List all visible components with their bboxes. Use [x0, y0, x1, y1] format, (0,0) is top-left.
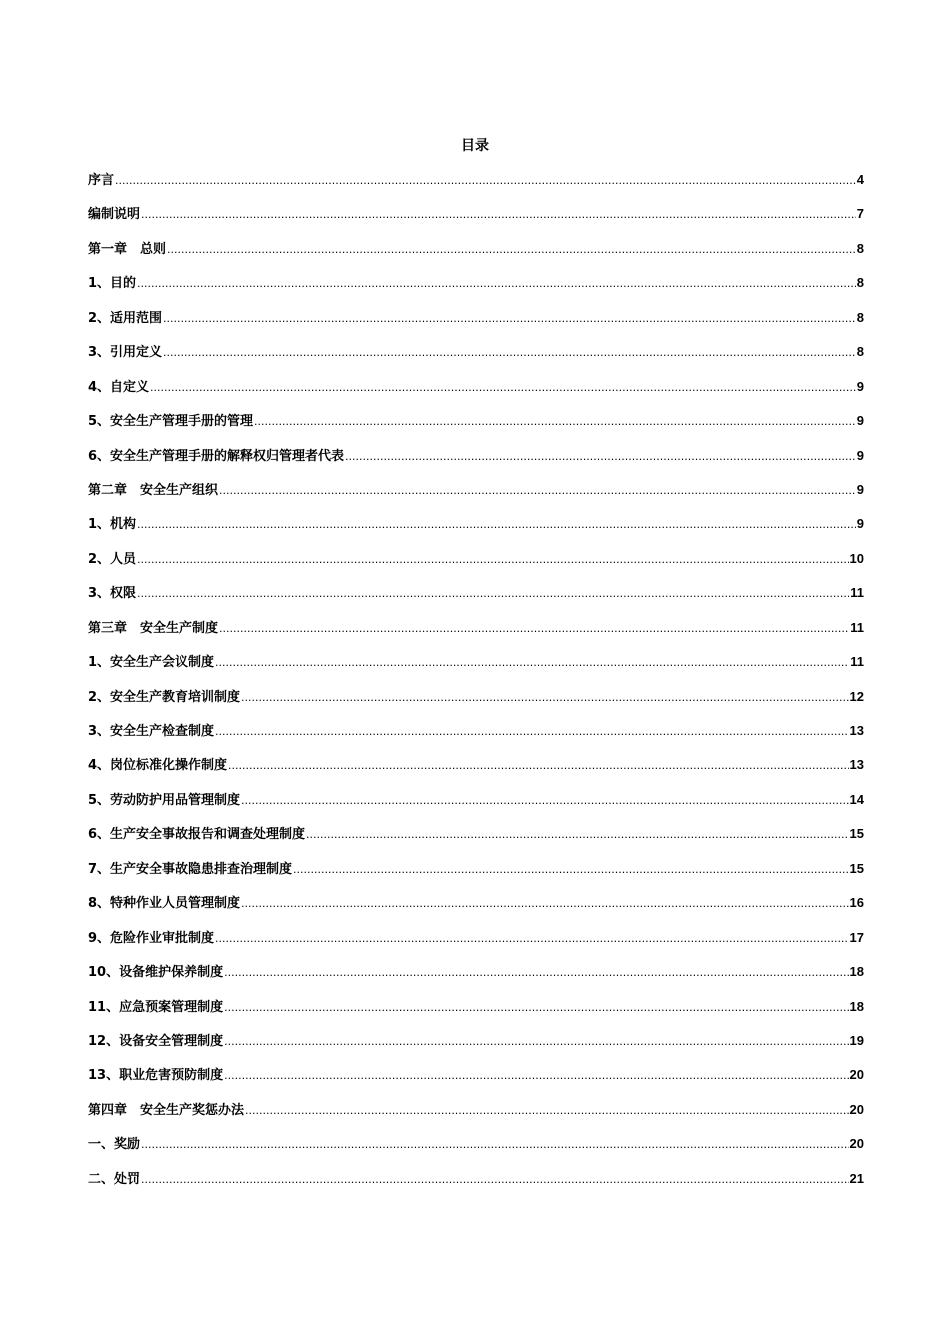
toc-dot-leader [219, 619, 849, 639]
toc-page-number: 11 [850, 654, 864, 670]
toc-entry-text: 第三章 安全生产制度 [88, 620, 219, 636]
toc-entry[interactable] [88, 928, 864, 962]
toc-entry-text: 3、权限 [88, 586, 137, 602]
toc-page-number: 8 [856, 344, 864, 360]
toc-dot-leader [115, 171, 856, 191]
toc-dot-leader [224, 963, 848, 983]
toc-page-number: 12 [849, 688, 864, 704]
toc-entry[interactable] [88, 549, 864, 583]
toc-page-number: 18 [849, 964, 864, 980]
toc-entry-text: 11、应急预案管理制度 [88, 999, 224, 1015]
toc-entry-text: 2、安全生产教育培训制度 [88, 689, 241, 705]
toc-entry[interactable] [88, 308, 864, 342]
toc-entry-text: 一、奖励 [88, 1137, 141, 1153]
toc-title: 目录 [461, 138, 489, 154]
toc-entry[interactable] [88, 755, 864, 789]
toc-entry-text: 7、生产安全事故隐患排查治理制度 [88, 861, 293, 877]
toc-entry[interactable] [88, 1100, 864, 1134]
toc-entry-text: 3、安全生产检查制度 [88, 724, 215, 739]
toc-page-number: 13 [849, 723, 864, 738]
toc-entry-text: 二、处罚 [88, 1171, 141, 1187]
toc-entry[interactable] [88, 618, 864, 652]
toc-dot-leader [167, 240, 856, 260]
toc-entry[interactable] [88, 446, 864, 480]
toc-page-number: 15 [849, 826, 864, 842]
toc-entry[interactable] [88, 239, 864, 273]
toc-page-number: 20 [849, 1136, 864, 1152]
toc-dot-leader [215, 653, 849, 673]
toc-entry-text: 12、设备安全管理制度 [88, 1033, 224, 1049]
toc-page-number: 8 [856, 309, 864, 325]
toc-entry-text: 第四章 安全生产奖惩办法 [88, 1102, 245, 1118]
toc-entry-text: 10、设备维护保养制度 [88, 965, 224, 981]
toc-page-number: 9 [856, 378, 864, 394]
toc-page-number: 7 [856, 206, 864, 222]
toc-dot-leader [141, 205, 856, 225]
toc-page-number: 17 [849, 929, 864, 945]
toc-page-number: 11 [850, 585, 864, 601]
toc-page-number: 9 [856, 481, 864, 497]
toc-entry-text: 1、目的 [88, 276, 137, 292]
toc-entry[interactable] [88, 583, 864, 617]
toc-page-number: 9 [856, 516, 864, 532]
toc-dot-leader [241, 894, 848, 914]
toc-entry[interactable] [88, 1065, 864, 1099]
toc-dot-leader [141, 1170, 849, 1190]
toc-dot-leader [245, 1101, 849, 1121]
toc-dot-leader [241, 688, 848, 708]
toc-dot-leader [219, 481, 856, 501]
toc-entry-text: 2、人员 [88, 551, 137, 567]
toc-entry[interactable] [88, 480, 864, 514]
toc-entry-text: 编制说明 [88, 207, 141, 223]
toc-entry-text: 4、自定义 [88, 379, 150, 395]
toc-page-number: 14 [849, 791, 864, 807]
toc-entry[interactable] [88, 790, 864, 824]
toc-entry-text: 6、生产安全事故报告和调查处理制度 [88, 827, 306, 843]
toc-dot-leader [137, 515, 856, 535]
toc-page-number: 15 [849, 860, 864, 876]
toc-entry[interactable] [88, 687, 864, 721]
toc-entry-text: 13、职业危害预防制度 [88, 1068, 224, 1084]
toc-dot-leader [224, 1066, 848, 1086]
toc-entry-text: 5、劳动防护用品管理制度 [88, 792, 241, 808]
toc-entry[interactable] [88, 997, 864, 1031]
toc-dot-leader [228, 756, 848, 776]
toc-entry[interactable] [88, 411, 864, 445]
toc-entry-text: 第一章 总则 [88, 241, 167, 257]
toc-entry[interactable] [88, 1169, 864, 1203]
toc-entry-text: 1、安全生产会议制度 [88, 655, 215, 671]
toc-entry[interactable] [88, 1134, 864, 1168]
toc-dot-leader [215, 722, 848, 742]
toc-entry[interactable] [88, 893, 864, 927]
toc-dot-leader [345, 447, 856, 467]
toc-entry[interactable] [88, 342, 864, 376]
toc-entry[interactable] [88, 204, 864, 238]
toc-entry-text: 3、引用定义 [88, 345, 163, 361]
toc-page-number: 18 [849, 998, 864, 1014]
toc-entry-text: 1、机构 [88, 517, 137, 533]
toc-dot-leader [215, 929, 848, 949]
toc-dot-leader [141, 1135, 849, 1155]
toc-page-number: 9 [856, 413, 864, 429]
toc-page-number: 8 [856, 275, 864, 291]
toc-entry-text: 6、安全生产管理手册的解释权归管理者代表 [88, 448, 345, 464]
toc-dot-leader [224, 998, 848, 1018]
toc-dot-leader [224, 1032, 848, 1052]
toc-entry[interactable] [88, 824, 864, 858]
toc-page-number: 9 [856, 447, 864, 463]
toc-dot-leader [306, 825, 848, 845]
toc-entry-text: 9、危险作业审批制度 [88, 930, 215, 946]
toc-page-number: 10 [849, 550, 864, 566]
toc-dot-leader [163, 309, 856, 329]
toc-entry-text: 4、岗位标准化操作制度 [88, 758, 228, 774]
toc-entry-text: 序言 [88, 173, 115, 188]
toc-dot-leader [150, 378, 856, 398]
toc-entry[interactable] [88, 1031, 864, 1065]
toc-entry[interactable] [88, 859, 864, 893]
toc-entry[interactable] [88, 514, 864, 548]
toc-dot-leader [137, 550, 848, 570]
toc-page-number: 19 [849, 1032, 864, 1048]
toc-entry-text: 第二章 安全生产组织 [88, 482, 219, 498]
toc-entry[interactable] [88, 273, 864, 307]
toc-dot-leader [137, 274, 856, 294]
toc-page-number: 20 [849, 1067, 864, 1083]
toc-page-number: 21 [849, 1170, 864, 1186]
toc-dot-leader [241, 791, 848, 811]
toc-dot-leader [254, 412, 856, 432]
toc-entry-text: 5、安全生产管理手册的管理 [88, 414, 254, 430]
toc-page-number: 8 [856, 240, 864, 256]
toc-dot-leader [163, 343, 856, 363]
toc-dot-leader [137, 584, 849, 604]
toc-entry-text: 8、特种作业人员管理制度 [88, 896, 241, 912]
toc-entry[interactable] [88, 721, 864, 755]
toc-entry-text: 2、适用范围 [88, 310, 163, 326]
toc-dot-leader [293, 860, 848, 880]
toc-page-number: 20 [849, 1101, 864, 1117]
toc-page-number: 13 [849, 757, 864, 773]
toc-page-number: 4 [856, 172, 864, 187]
toc-entry[interactable] [88, 652, 864, 686]
table-of-contents [88, 170, 864, 1203]
toc-entry[interactable] [88, 170, 864, 204]
toc-page-number: 16 [849, 895, 864, 911]
toc-entry[interactable] [88, 377, 864, 411]
toc-page-number: 11 [850, 619, 864, 635]
toc-entry[interactable] [88, 962, 864, 996]
